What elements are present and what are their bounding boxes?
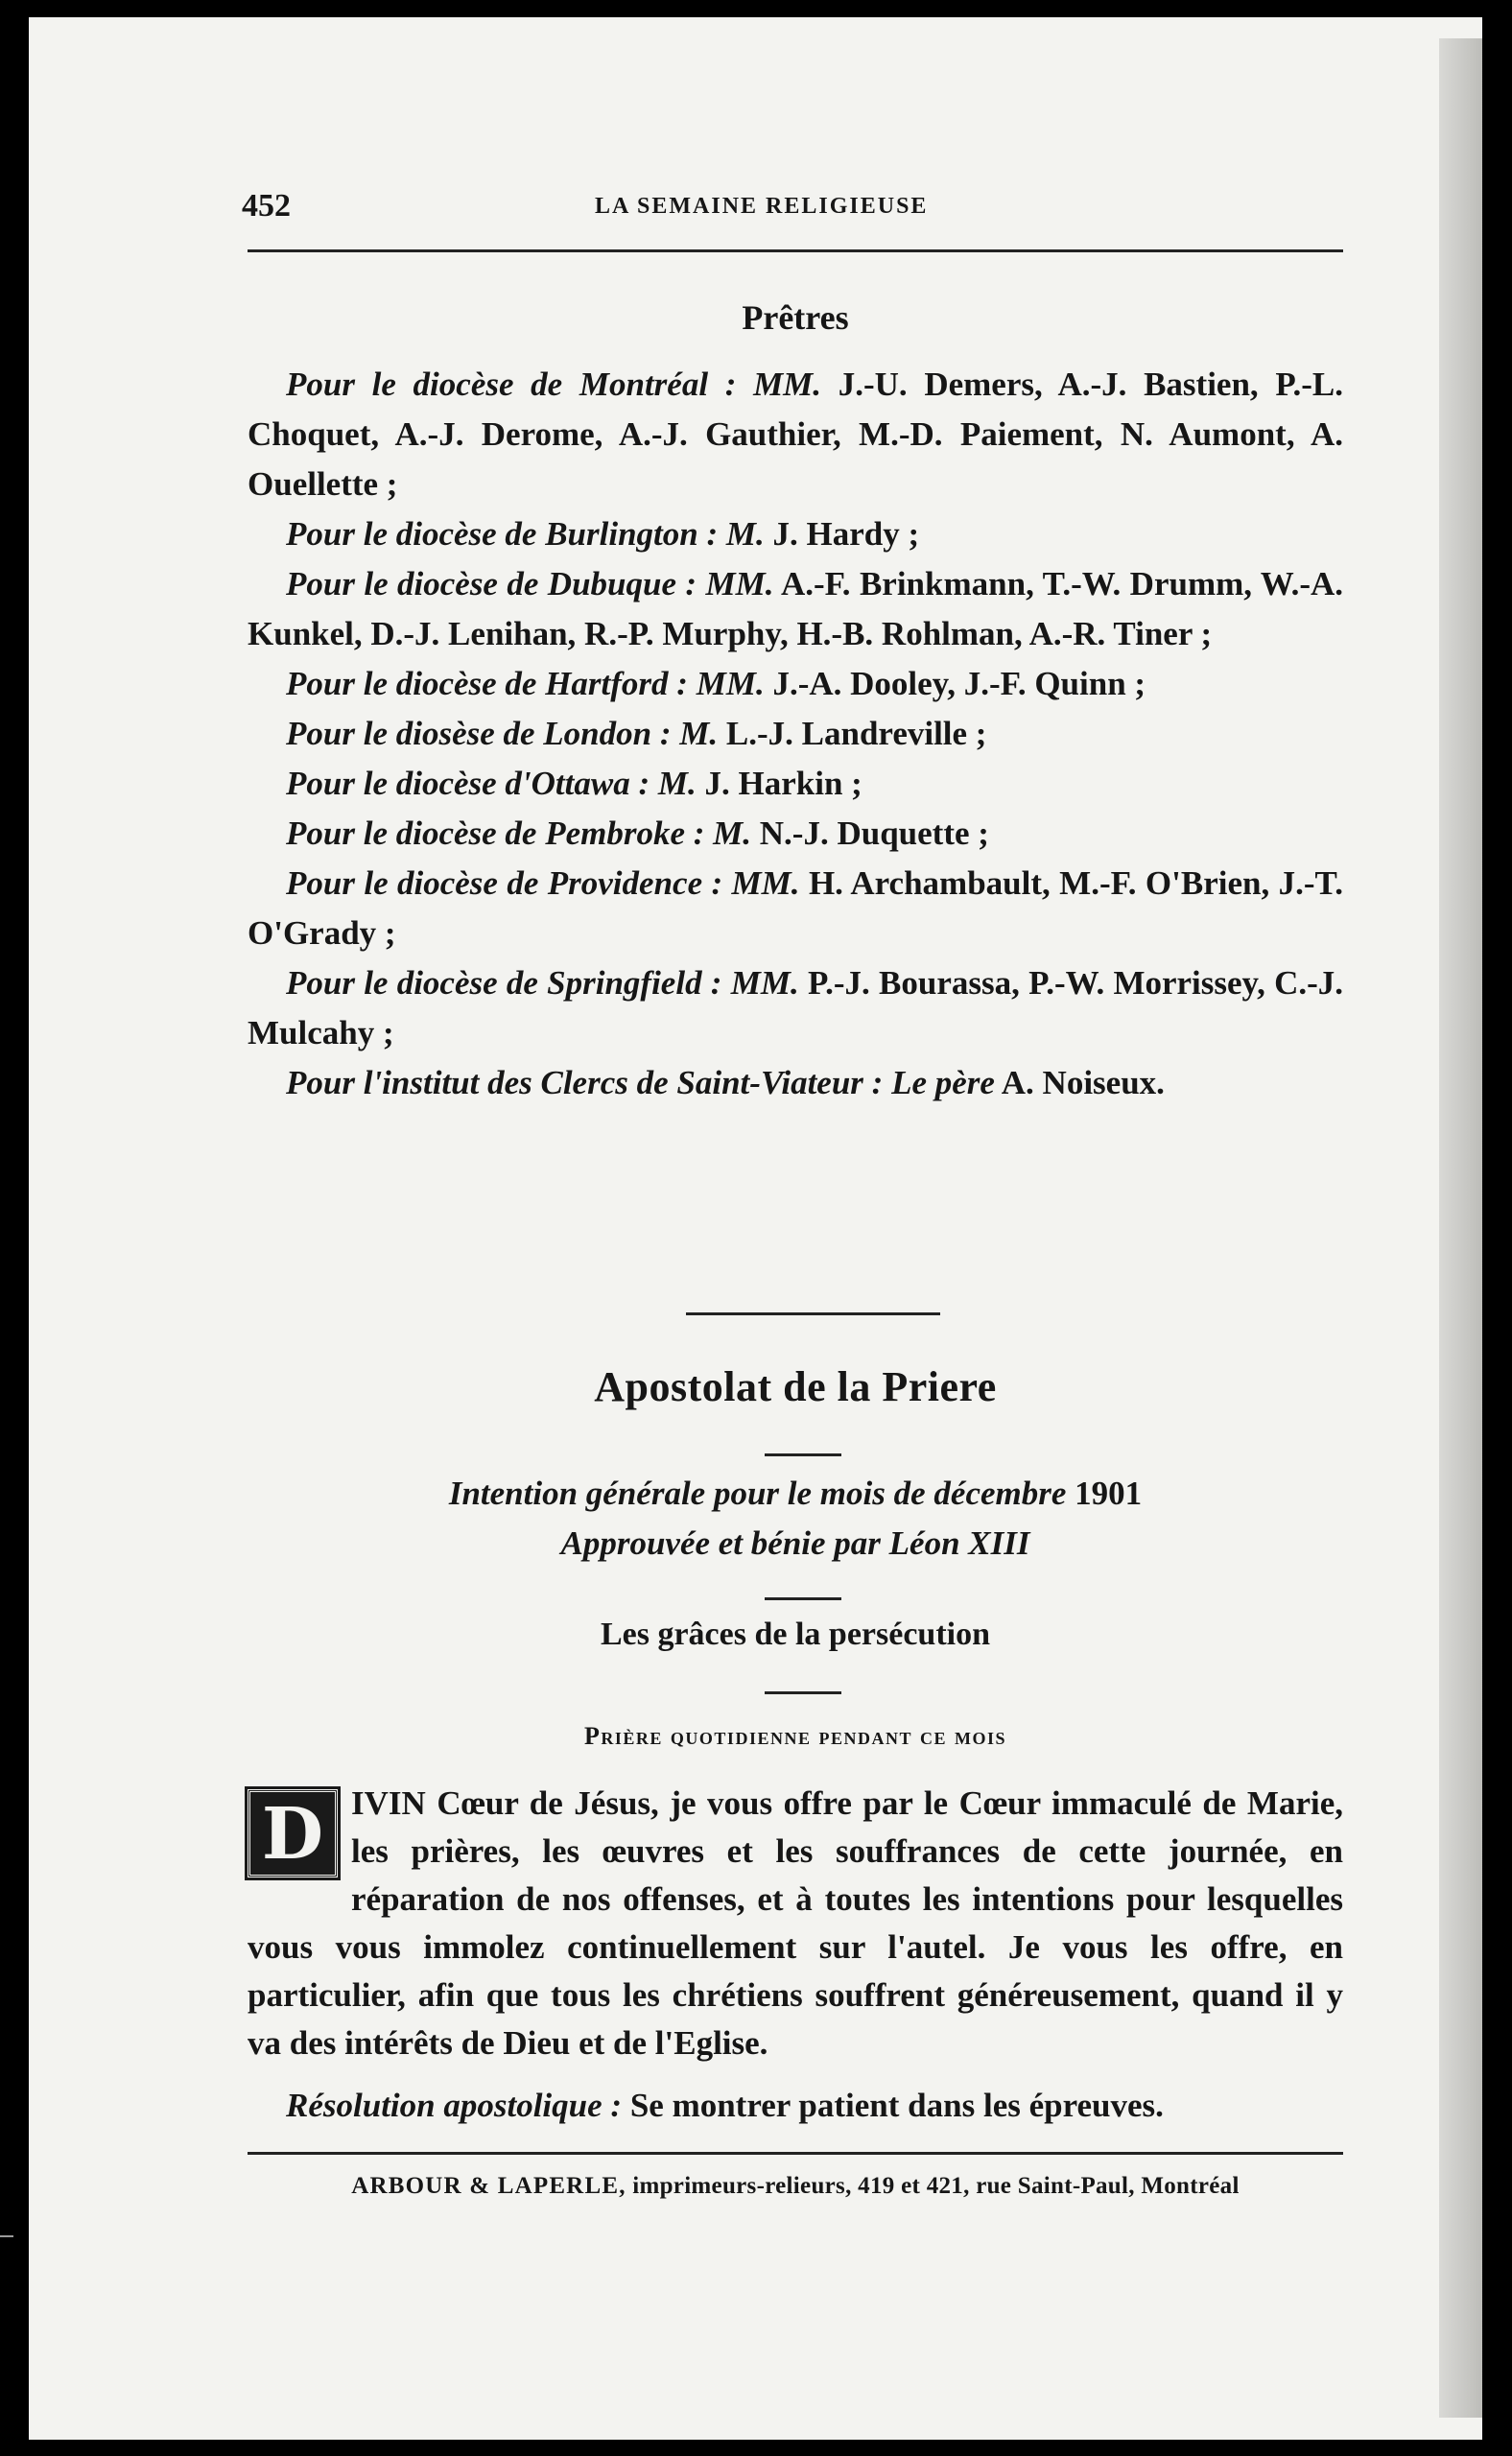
prayer-heading: Prière quotidienne pendant ce mois bbox=[584, 1722, 1006, 1750]
approval-rule bbox=[765, 1597, 841, 1600]
printer-imprint: ARBOUR & LAPERLE, imprimeurs-relieurs, 419 et 421, rue Saint-Paul, Montréal bbox=[351, 2173, 1240, 2199]
title-rule bbox=[765, 1453, 841, 1456]
page-edge bbox=[1439, 38, 1482, 2418]
page-number: 452 bbox=[242, 188, 291, 224]
prayer-block bbox=[248, 1780, 1343, 2067]
header-rule bbox=[248, 249, 1343, 252]
entry-springfield: Pour le diocèse de Springfield : MM. P.-J. Bourassa, P.-W. Morrissey, C.-J. Mulcahy ; bbox=[248, 964, 1344, 1051]
section-divider bbox=[686, 1312, 940, 1315]
entry-montreal: Pour le diocèse de Montréal : MM. J.-U. Demers, A.-J. Bastien, P.-L. Choquet, A.-J. Derome, A.-J. Gauthier, M.-D. Paiement, N. Aumont, A. Ouellette ; bbox=[248, 366, 1343, 503]
entry-hartford: Pour le diocèse de Hartford : MM. J.-A. Dooley, J.-F. Quinn ; bbox=[286, 665, 1146, 702]
running-head: LA SEMAINE RELIGIEUSE bbox=[595, 194, 929, 219]
section-title-pretres: Prêtres bbox=[742, 298, 849, 337]
entry-saint-viateur: Pour l'institut des Clercs de Saint-Viateur : Le père A. Noiseux. bbox=[286, 1064, 1165, 1101]
entry-pembroke: Pour le diocèse de Pembroke : M. N.-J. Duquette ; bbox=[286, 815, 989, 852]
resolution: Résolution apostolique : Se montrer patient dans les épreuves. bbox=[286, 2087, 1164, 2124]
approval-line: Approuvée et bénie par Léon XIII bbox=[560, 1524, 1030, 1562]
entry-providence: Pour le diocèse de Providence : MM. H. Archambault, M.-F. O'Brien, J.-T. O'Grady ; bbox=[248, 864, 1343, 952]
entry-burlington: Pour le diocèse de Burlington : M. J. Hardy ; bbox=[286, 515, 920, 553]
prayer-text: IVIN Cœur de Jésus, je vous offre par le Cœur immaculé de Marie, les prières, les œuvres et les souffrances de cette journée, en réparation de nos offenses, et à toutes les intentions pour lesquelles vous vous immolez continuellement sur l'autel. Je vous les offre, en particulier, afin que tous les chrétiens souffrent généreusement, quand il y va des intérêts de Dieu et de l'Eglise. bbox=[248, 1784, 1343, 2062]
pretres-list bbox=[248, 360, 1343, 1108]
entry-london: Pour le diosèse de London : M. L.-J. Landreville ; bbox=[286, 715, 987, 752]
entry-ottawa: Pour le diocèse d'Ottawa : M. J. Harkin ; bbox=[286, 765, 862, 802]
subject-rule bbox=[765, 1691, 841, 1694]
footer-rule bbox=[248, 2152, 1343, 2155]
dropcap-initial: D bbox=[248, 1789, 338, 1877]
intention-line: Intention générale pour le mois de décembre 1901 bbox=[448, 1475, 1143, 1512]
subject-title: Les grâces de la persécution bbox=[600, 1617, 991, 1652]
margin-mark bbox=[0, 2235, 13, 2237]
page-header bbox=[230, 184, 1343, 232]
entry-dubuque: Pour le diocèse de Dubuque : MM. A.-F. Brinkmann, T.-W. Drumm, W.-A. Kunkel, D.-J. Lenihan, R.-P. Murphy, H.-B. Rohlman, A.-R. Tiner ; bbox=[248, 565, 1343, 652]
section-title-apostolat: Apostolat de la Priere bbox=[594, 1363, 997, 1410]
